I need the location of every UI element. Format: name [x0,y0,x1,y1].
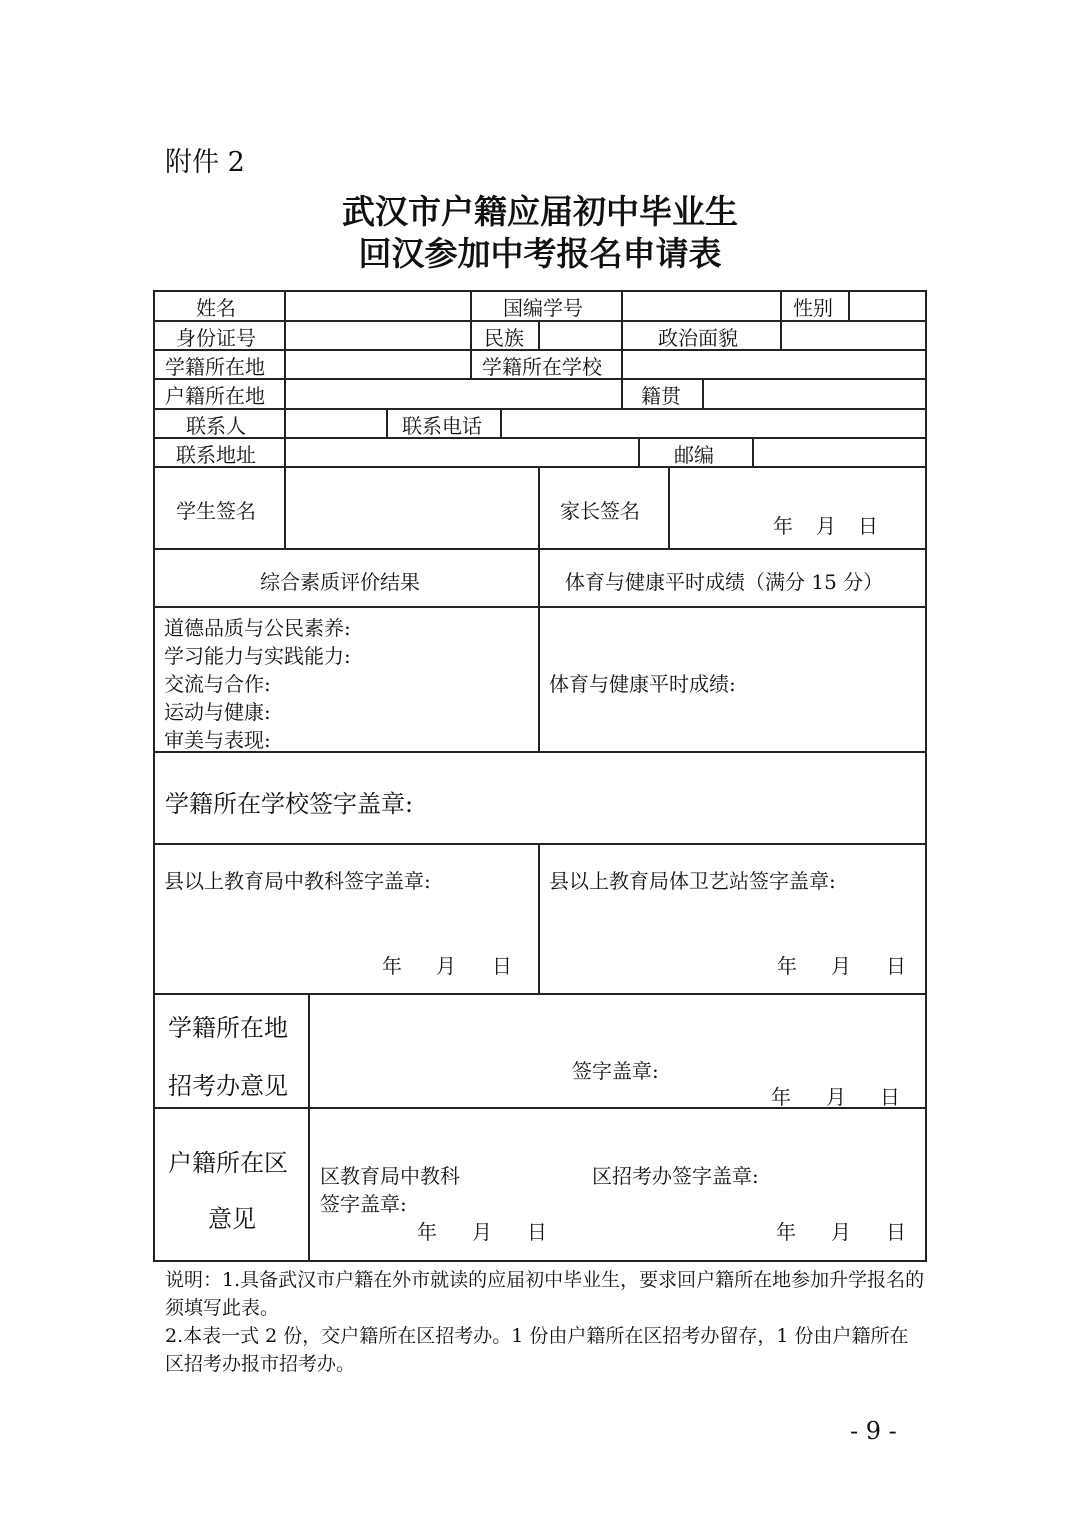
school-name-label: 学籍所在学校 [482,355,602,379]
school-seal-label: 学籍所在学校签字盖章: [165,790,414,818]
id-number-label: 身份证号 [176,326,256,350]
pe-score-header: 体育与健康平时成绩（满分 15 分） [565,570,884,594]
location-office-label-line2: 招考办意见 [168,1072,288,1100]
district-edu-label-line1: 区教育局中教科 [320,1164,460,1188]
comprehensive-eval-header: 综合素质评价结果 [260,570,420,594]
student-signature-label: 学生签名 [176,499,256,523]
household-location-label: 户籍所在地 [165,384,265,408]
form-title-line1: 武汉市户籍应届初中毕业生 [342,192,738,231]
contact-phone-label: 联系电话 [402,414,482,438]
contact-person-label: 联系人 [186,414,246,438]
eval-item: 运动与健康: [164,700,271,724]
location-office-label-line1: 学籍所在地 [168,1014,288,1042]
county-sports-seal-label: 县以上教育局体卫艺站签字盖章: [549,869,836,893]
attachment-label: 附件 2 [165,147,245,178]
location-office-sign-seal: 签字盖章: [572,1059,659,1083]
contact-address-label: 联系地址 [176,443,256,467]
note-1: 说明：1.具备武汉市户籍在外市就读的应届初中毕业生，要求回户籍所在地参加升学报名的须填写此表。 [165,1269,925,1319]
postcode-label: 邮编 [674,443,714,467]
note-2: 2.本表一式 2 份，交户籍所在区招考办。1 份由户籍所在区招考办留存，1 份由户籍所在区招考办报市招考办。 [165,1325,909,1375]
national-student-id-label: 国编学号 [503,296,583,320]
form-title-line2: 回汉参加中考报名申请表 [358,234,722,273]
eval-item: 道德品质与公民素养: [164,616,351,640]
parent-signature-label: 家长签名 [560,499,640,523]
eval-item: 审美与表现: [164,728,271,752]
ethnicity-label: 民族 [484,326,524,350]
school-location-label: 学籍所在地 [165,355,265,379]
eval-item: 交流与合作: [164,672,271,696]
gender-label: 性别 [793,296,833,320]
eval-item: 学习能力与实践能力: [164,644,351,668]
political-status-label: 政治面貌 [658,326,738,350]
name-label: 姓名 [196,296,236,320]
district-edu-label-line2: 签字盖章: [320,1192,407,1216]
notes-section [165,1266,925,1378]
page-number: - 9 - [850,1417,897,1445]
county-edu-seal-label: 县以上教育局中教科签字盖章: [164,869,431,893]
district-opinion-label-line2: 意见 [208,1205,256,1233]
native-place-label: 籍贯 [641,384,681,408]
district-exam-seal-label: 区招考办签字盖章: [592,1164,759,1188]
district-opinion-label-line1: 户籍所在区 [168,1149,288,1177]
pe-score-label: 体育与健康平时成绩: [549,672,736,696]
